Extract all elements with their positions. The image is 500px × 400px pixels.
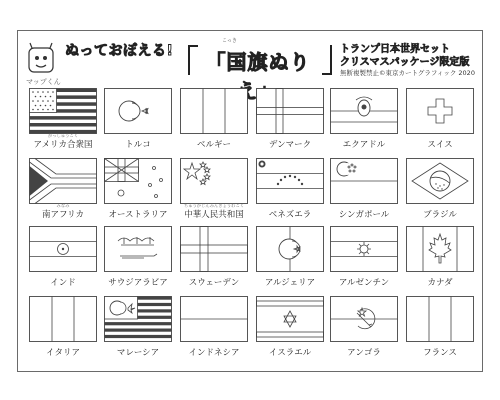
- flag-card-argentina[interactable]: [330, 226, 398, 288]
- argentina-flag-icon: [330, 226, 398, 272]
- south-africa-flag-icon: [29, 158, 97, 204]
- flag-name: デンマーク: [268, 140, 312, 150]
- flag-name: イタリア: [45, 348, 80, 358]
- italy-flag-icon: [29, 296, 97, 342]
- algeria-flag-icon: [256, 226, 324, 272]
- flag-card-canada[interactable]: [406, 226, 474, 288]
- title-ruby: こっき: [222, 38, 237, 44]
- flag-card-australia[interactable]: [104, 158, 172, 220]
- copyright-line: 無断複製禁止©東京カートグラフィック 2020: [340, 69, 475, 77]
- flag-name: インドネシア: [188, 348, 240, 358]
- flag-name: 南アフリカ: [41, 210, 85, 220]
- flag-card-usa[interactable]: [29, 88, 97, 150]
- sweden-flag-icon: [180, 226, 248, 272]
- flag-card-angola[interactable]: [330, 296, 398, 358]
- flag-name: インド: [50, 278, 76, 288]
- flag-card-brazil[interactable]: [406, 158, 474, 220]
- product-line-2: クリスマスパッケージ限定版: [340, 57, 470, 68]
- denmark-flag-icon: [256, 88, 324, 134]
- venezuela-flag-icon: [256, 158, 324, 204]
- flag-name: アルジェリア: [264, 278, 316, 288]
- flag-card-indonesia[interactable]: [180, 296, 248, 358]
- belgium-flag-icon: [180, 88, 248, 134]
- usa-flag-icon: [29, 88, 97, 134]
- france-flag-icon: [406, 296, 474, 342]
- flag-card-saudi-arabia[interactable]: [104, 226, 172, 288]
- mascot-icon: [24, 42, 60, 78]
- flag-name: アメリカ合衆国: [33, 140, 93, 150]
- flag-name: フランス: [423, 348, 457, 358]
- product-line-1: トランプ日本世界セット: [340, 44, 450, 55]
- flag-name: シンガポール: [338, 210, 390, 220]
- flag-name: オーストラリア: [108, 210, 168, 220]
- flag-card-belgium[interactable]: [180, 88, 248, 150]
- singapore-flag-icon: [330, 158, 398, 204]
- indonesia-flag-icon: [180, 296, 248, 342]
- flag-name: サウジアラビア: [108, 278, 168, 288]
- flag-name: 中華人民共和国: [184, 210, 244, 220]
- canada-flag-icon: [406, 226, 474, 272]
- flag-ruby: ちゅうかじんみんきょうわこく: [183, 204, 245, 209]
- malaysia-flag-icon: [104, 296, 172, 342]
- flag-card-italy[interactable]: [29, 296, 97, 358]
- china-flag-icon: [180, 158, 248, 204]
- australia-flag-icon: [104, 158, 172, 204]
- saudi-arabia-flag-icon: [104, 226, 172, 272]
- flag-name: カナダ: [427, 278, 453, 288]
- flag-name: トルコ: [125, 140, 151, 150]
- flag-ruby: がっしゅうこく: [47, 134, 79, 139]
- flag-card-south-africa[interactable]: [29, 158, 97, 220]
- flag-card-switzerland[interactable]: [406, 88, 474, 150]
- flag-card-turkey[interactable]: [104, 88, 172, 150]
- switzerland-flag-icon: [406, 88, 474, 134]
- flag-name: ブラジル: [423, 210, 457, 220]
- mascot-label: マップくん: [26, 78, 61, 86]
- flag-name: アルゼンチン: [338, 278, 390, 288]
- flag-card-india[interactable]: [29, 226, 97, 288]
- flag-name: イスラエル: [268, 348, 312, 358]
- brazil-flag-icon: [406, 158, 474, 204]
- turkey-flag-icon: [104, 88, 172, 134]
- flag-card-sweden[interactable]: [180, 226, 248, 288]
- flag-card-venezuela[interactable]: [256, 158, 324, 220]
- flag-name: ベルギー: [196, 140, 231, 150]
- ecuador-flag-icon: [330, 88, 398, 134]
- flag-name: スイス: [427, 140, 453, 150]
- flag-card-israel[interactable]: [256, 296, 324, 358]
- flag-name: スウェーデン: [188, 278, 240, 288]
- flag-card-france[interactable]: [406, 296, 474, 358]
- flag-card-denmark[interactable]: [256, 88, 324, 150]
- catchphrase: ぬっておぼえる!: [65, 43, 174, 59]
- flag-card-algeria[interactable]: [256, 226, 324, 288]
- flag-name: マレーシア: [116, 348, 160, 358]
- flag-card-malaysia[interactable]: [104, 296, 172, 358]
- flag-card-singapore[interactable]: [330, 158, 398, 220]
- flag-card-ecuador[interactable]: [330, 88, 398, 150]
- flag-name: アンゴラ: [347, 348, 381, 358]
- flag-name: エクアドル: [342, 140, 386, 150]
- flag-ruby: みなみ: [56, 204, 70, 209]
- israel-flag-icon: [256, 296, 324, 342]
- page-title: 「国旗ぬり: [205, 50, 311, 74]
- flag-card-china[interactable]: [180, 158, 248, 220]
- flag-name: ベネズエラ: [268, 210, 312, 220]
- india-flag-icon: [29, 226, 97, 272]
- angola-flag-icon: [330, 296, 398, 342]
